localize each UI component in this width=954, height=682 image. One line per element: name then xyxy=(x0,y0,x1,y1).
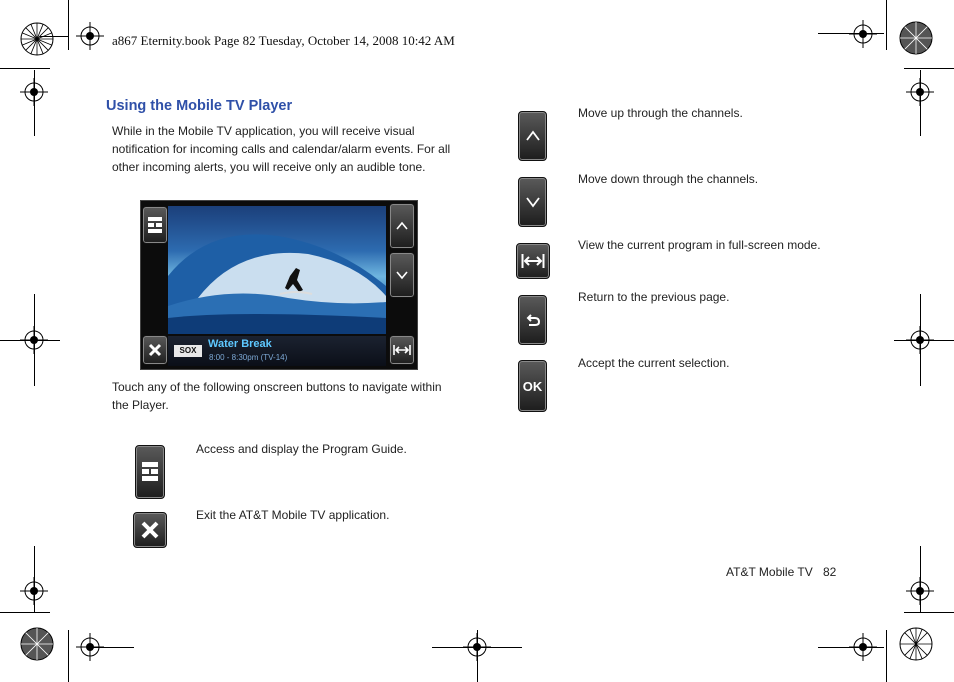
full-screen-button-small[interactable] xyxy=(389,335,415,365)
registration-rosette-icon xyxy=(20,22,54,56)
touch-line: the Player. xyxy=(112,398,169,412)
program-time: 8:00 - 8:30pm (TV-14) xyxy=(209,353,288,362)
channel-down-button[interactable] xyxy=(518,177,547,227)
back-button[interactable] xyxy=(518,295,547,345)
touch-line: Touch any of the following onscreen buttons to navigate within xyxy=(112,380,442,394)
intro-line: While in the Mobile TV application, you will receive visual xyxy=(112,124,415,138)
channel-down-icon xyxy=(395,270,409,280)
channel-down-description: Move down through the channels. xyxy=(578,172,759,186)
footer-section-name: AT&T Mobile TV xyxy=(726,565,813,579)
channel-up-button-small[interactable] xyxy=(389,203,415,249)
registration-rosette-icon xyxy=(899,21,933,55)
section-title: Using the Mobile TV Player xyxy=(106,98,293,114)
full-screen-button[interactable] xyxy=(516,243,550,279)
exit-icon xyxy=(140,520,160,540)
tv-video-frame xyxy=(168,206,386,334)
registration-target-icon xyxy=(906,577,934,605)
intro-line: other incoming alerts, you will receive only an audible tone. xyxy=(112,160,426,174)
channel-badge: SOX xyxy=(174,345,202,357)
registration-target-icon xyxy=(849,633,877,661)
program-title: Water Break xyxy=(208,338,272,350)
full-screen-icon xyxy=(521,253,545,269)
back-icon xyxy=(525,313,541,327)
guide-button-small[interactable] xyxy=(142,206,168,244)
registration-target-icon xyxy=(76,22,104,50)
exit-button[interactable] xyxy=(133,512,167,548)
channel-up-icon xyxy=(525,130,541,142)
ok-icon: OK xyxy=(522,378,543,394)
registration-rosette-icon xyxy=(899,627,933,661)
touch-instruction xyxy=(112,378,472,414)
program-guide-icon xyxy=(147,215,163,235)
page-number: 82 xyxy=(823,565,837,579)
exit-description: Exit the AT&T Mobile TV application. xyxy=(196,508,390,522)
program-guide-icon xyxy=(140,459,160,485)
full-screen-description: View the current program in full-screen mode. xyxy=(578,238,821,252)
channel-down-button-small[interactable] xyxy=(389,252,415,298)
ok-button[interactable] xyxy=(518,360,547,412)
exit-button-small[interactable] xyxy=(142,335,168,365)
back-description: Return to the previous page. xyxy=(578,290,730,304)
full-screen-icon xyxy=(393,344,411,356)
registration-rosette-icon xyxy=(20,627,54,661)
channel-up-description: Move up through the channels. xyxy=(578,106,743,120)
surfer-wave-image xyxy=(168,206,386,334)
intro-line: notification for incoming calls and calendar/alarm events. For all xyxy=(112,142,451,156)
channel-up-icon xyxy=(395,221,409,231)
registration-target-icon xyxy=(463,633,491,661)
ok-description: Accept the current selection. xyxy=(578,356,730,370)
registration-target-icon xyxy=(849,20,877,48)
exit-icon xyxy=(148,343,162,357)
channel-up-button[interactable] xyxy=(518,111,547,161)
intro-paragraph xyxy=(112,122,472,176)
program-guide-description: Access and display the Program Guide. xyxy=(196,442,407,456)
print-header: a867 Eternity.book Page 82 Tuesday, October 14, 2008 10:42 AM xyxy=(112,33,455,48)
program-guide-button[interactable] xyxy=(135,445,165,499)
channel-down-icon xyxy=(525,196,541,208)
registration-target-icon xyxy=(20,577,48,605)
